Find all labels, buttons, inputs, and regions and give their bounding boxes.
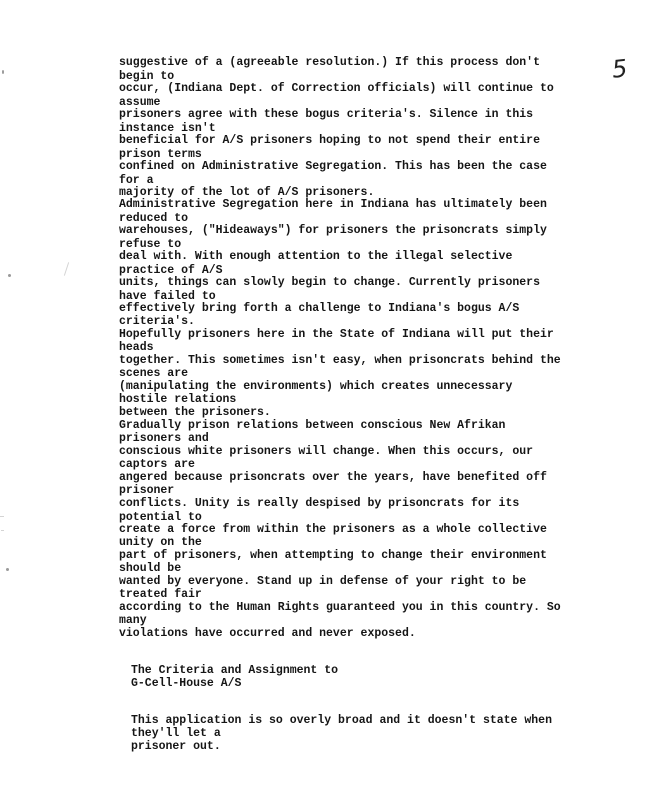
scan-mark (1, 530, 4, 531)
body-line: practice of A/S (119, 264, 223, 277)
body-line: violations have occurred and never exposed. (119, 627, 416, 640)
scan-speck (6, 568, 9, 571)
body-line: prisoners agree with these bogus criteria's. Silence in this (119, 108, 534, 121)
body-line: suggestive of a (agreeable resolution.) If this process don't (119, 56, 540, 69)
body-line: scenes are (119, 367, 189, 380)
body-line: have failed to (119, 290, 216, 303)
body-line: warehouses, ("Hideaways") for prisoners the prisoncrats simply (119, 224, 547, 237)
closing-line: prisoner out. (131, 740, 221, 753)
body-line: unity on the (119, 536, 202, 549)
body-line: Gradually prison relations between conscious New Afrikan (119, 419, 506, 432)
section-heading: The Criteria and Assignment to (131, 664, 339, 677)
body-line: refuse to (119, 238, 182, 251)
body-line: treated fair (119, 588, 202, 601)
body-line: prison terms (119, 148, 202, 161)
body-line: confined on Administrative Segregation. This has been the case (119, 160, 547, 173)
body-line: heads (119, 341, 154, 354)
scan-speck (2, 70, 4, 74)
body-line: for a (119, 174, 154, 187)
body-line: units, things can slowly begin to change. Currently prisoners (119, 276, 540, 289)
scan-mark (0, 516, 4, 517)
section-heading: G-Cell-House A/S (131, 677, 242, 690)
body-line: angered because prisoncrats over the years, have benefited off (119, 471, 547, 484)
closing-line: This application is so overly broad and it doesn't state when (131, 714, 552, 727)
body-line: many (119, 614, 147, 627)
body-line: occur, (Indiana Dept. of Correction officials) will continue to (119, 82, 554, 95)
body-line: assume (119, 96, 161, 109)
body-line: according to the Human Rights guaranteed you in this country. So (119, 601, 561, 614)
closing-line: they'll let a (131, 727, 221, 740)
body-line: together. This sometimes isn't easy, when prisoncrats behind the (119, 354, 561, 367)
body-line: Hopefully prisoners here in the State of Indiana will put their (119, 328, 554, 341)
body-line: wanted by everyone. Stand up in defense of your right to be (119, 575, 527, 588)
body-line: criteria's. (119, 315, 195, 328)
body-line: should be (119, 562, 182, 575)
body-line: captors are (119, 458, 195, 471)
body-line: conflicts. Unity is really despised by prisoncrats for its (119, 497, 520, 510)
body-line: hostile relations (119, 393, 237, 406)
scan-speck (8, 274, 11, 277)
body-line: prisoner (119, 484, 175, 497)
body-line: deal with. With enough attention to the illegal selective (119, 250, 513, 263)
scan-mark (64, 262, 69, 276)
body-line: conscious white prisoners will change. When this occurs, our (119, 445, 534, 458)
body-line: effectively bring forth a challenge to Indiana's bogus A/S (119, 302, 520, 315)
body-line: majority of the lot of A/S prisoners. (119, 186, 375, 199)
body-line: between the prisoners. (119, 406, 271, 419)
body-line: prisoners and (119, 432, 209, 445)
body-line: potential to (119, 511, 202, 524)
body-line: (manipulating the environments) which creates unnecessary (119, 380, 513, 393)
body-line: instance isn't (119, 122, 216, 135)
body-line: Administrative Segregation here in Indiana has ultimately been (119, 198, 547, 211)
body-line: begin to (119, 70, 175, 83)
body-line: beneficial for A/S prisoners hoping to not spend their entire (119, 134, 540, 147)
body-line: reduced to (119, 212, 189, 225)
body-line: create a force from within the prisoners as a whole collective (119, 523, 547, 536)
handwritten-page-number: 5 (610, 54, 629, 84)
body-line: part of prisoners, when attempting to change their environment (119, 549, 547, 562)
